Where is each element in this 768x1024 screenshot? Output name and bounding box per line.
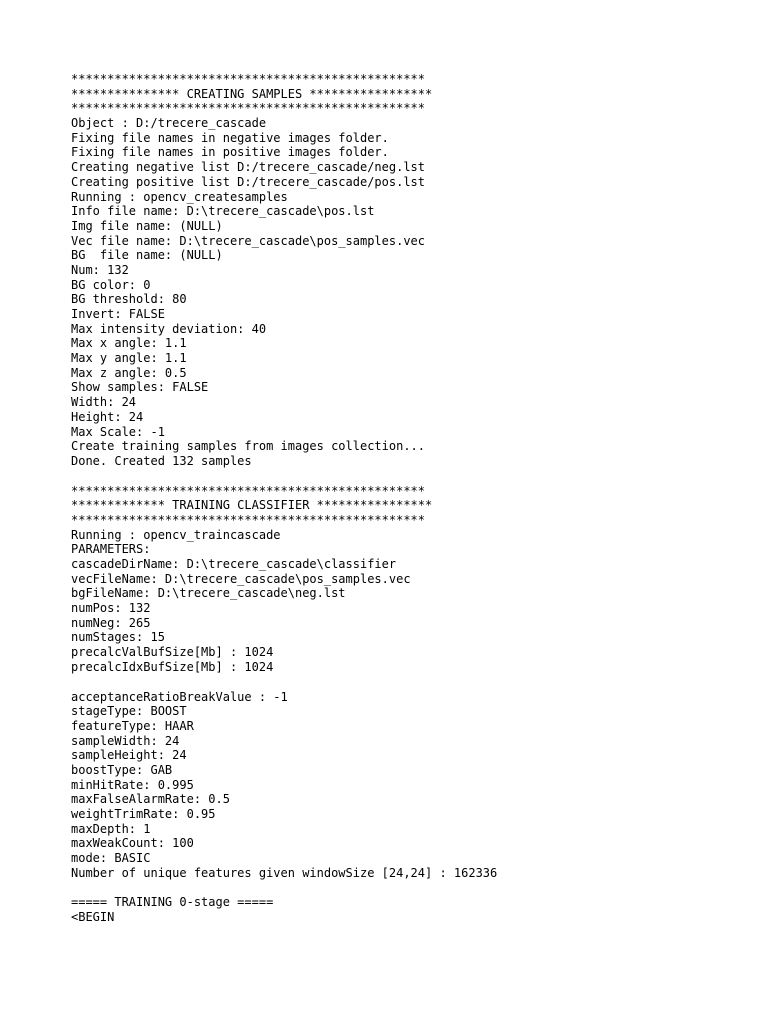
- log-line: Max y angle: 1.1: [71, 351, 187, 366]
- log-line: PARAMETERS:: [71, 542, 151, 557]
- log-line: numNeg: 265: [71, 615, 151, 630]
- log-line: precalcIdxBufSize[Mb] : 1024: [71, 659, 274, 674]
- log-line: Done. Created 132 samples: [71, 453, 252, 468]
- console-log: [71, 72, 768, 925]
- stage-header: ===== TRAINING 0-stage =====: [71, 895, 274, 910]
- log-line: bgFileName: D:\trecere_cascade\neg.lst: [71, 586, 346, 601]
- section-border: *************************************************: [71, 512, 426, 527]
- creating-samples-section: [71, 72, 768, 469]
- log-line: Max intensity deviation: 40: [71, 321, 267, 336]
- log-line: precalcValBufSize[Mb] : 1024: [71, 645, 274, 660]
- log-line: BG color: 0: [71, 277, 151, 292]
- log-line: BG file name: (NULL): [71, 248, 223, 263]
- log-line: Creating negative list D:/trecere_cascade/neg.lst: [71, 160, 426, 175]
- log-line: stageType: BOOST: [71, 704, 187, 719]
- log-line: Num: 132: [71, 262, 129, 277]
- log-line: featureType: HAAR: [71, 718, 194, 733]
- log-line: Object : D:/trecere_cascade: [71, 116, 267, 131]
- log-line: Running : opencv_traincascade: [71, 527, 281, 542]
- log-line: Invert: FALSE: [71, 307, 165, 321]
- stage-begin: <BEGIN: [71, 910, 115, 925]
- section-border: *************************************************: [71, 483, 426, 498]
- log-line: maxFalseAlarmRate: 0.5: [71, 792, 230, 807]
- log-line: cascadeDirName: D:\trecere_cascade\classifier: [71, 557, 397, 571]
- log-line: numStages: 15: [71, 630, 165, 645]
- log-line: Running : opencv_createsamples: [71, 189, 288, 204]
- log-line: Max z angle: 0.5: [71, 365, 187, 380]
- log-line: Creating positive list D:/trecere_cascade/pos.lst: [71, 174, 426, 189]
- training-parameters: [71, 690, 768, 881]
- blank-line: [71, 675, 768, 690]
- log-line: sampleHeight: 24: [71, 748, 187, 763]
- log-line: acceptanceRatioBreakValue : -1: [71, 689, 288, 704]
- log-line: vecFileName: D:\trecere_cascade\pos_samples.vec: [71, 571, 411, 586]
- log-line: minHitRate: 0.995: [71, 777, 194, 792]
- log-line: Max Scale: -1: [71, 424, 165, 439]
- samples-log-lines: [71, 116, 768, 469]
- log-line: Fixing file names in positive images folder.: [71, 145, 389, 160]
- log-line: BG threshold: 80: [71, 292, 187, 307]
- log-line: sampleWidth: 24: [71, 733, 180, 748]
- log-line: weightTrimRate: 0.95: [71, 807, 216, 821]
- log-line: Height: 24: [71, 409, 144, 424]
- blank-line: [71, 880, 768, 895]
- training-classifier-section: [71, 484, 768, 925]
- log-line: maxWeakCount: 100: [71, 836, 194, 851]
- log-line: numPos: 132: [71, 601, 151, 616]
- log-line: Create training samples from images collection...: [71, 439, 426, 454]
- log-line: Width: 24: [71, 395, 137, 410]
- blank-line: [71, 469, 768, 484]
- log-line: Max x angle: 1.1: [71, 336, 187, 351]
- log-line: Number of unique features given windowSize [24,24] : 162336: [71, 865, 498, 880]
- section-title: ************* TRAINING CLASSIFIER ****************: [71, 498, 433, 513]
- training-log-lines: [71, 528, 768, 675]
- log-line: Img file name: (NULL): [71, 218, 223, 233]
- log-line: mode: BASIC: [71, 851, 151, 866]
- log-line: Show samples: FALSE: [71, 380, 209, 395]
- section-title: *************** CREATING SAMPLES *****************: [71, 86, 433, 101]
- section-border: *************************************************: [71, 101, 426, 116]
- log-line: maxDepth: 1: [71, 821, 151, 836]
- log-line: Fixing file names in negative images folder.: [71, 130, 389, 145]
- log-line: boostType: GAB: [71, 762, 173, 777]
- log-line: Vec file name: D:\trecere_cascade\pos_samples.vec: [71, 233, 426, 248]
- log-line: Info file name: D:\trecere_cascade\pos.lst: [71, 204, 375, 219]
- section-border: *************************************************: [71, 72, 426, 86]
